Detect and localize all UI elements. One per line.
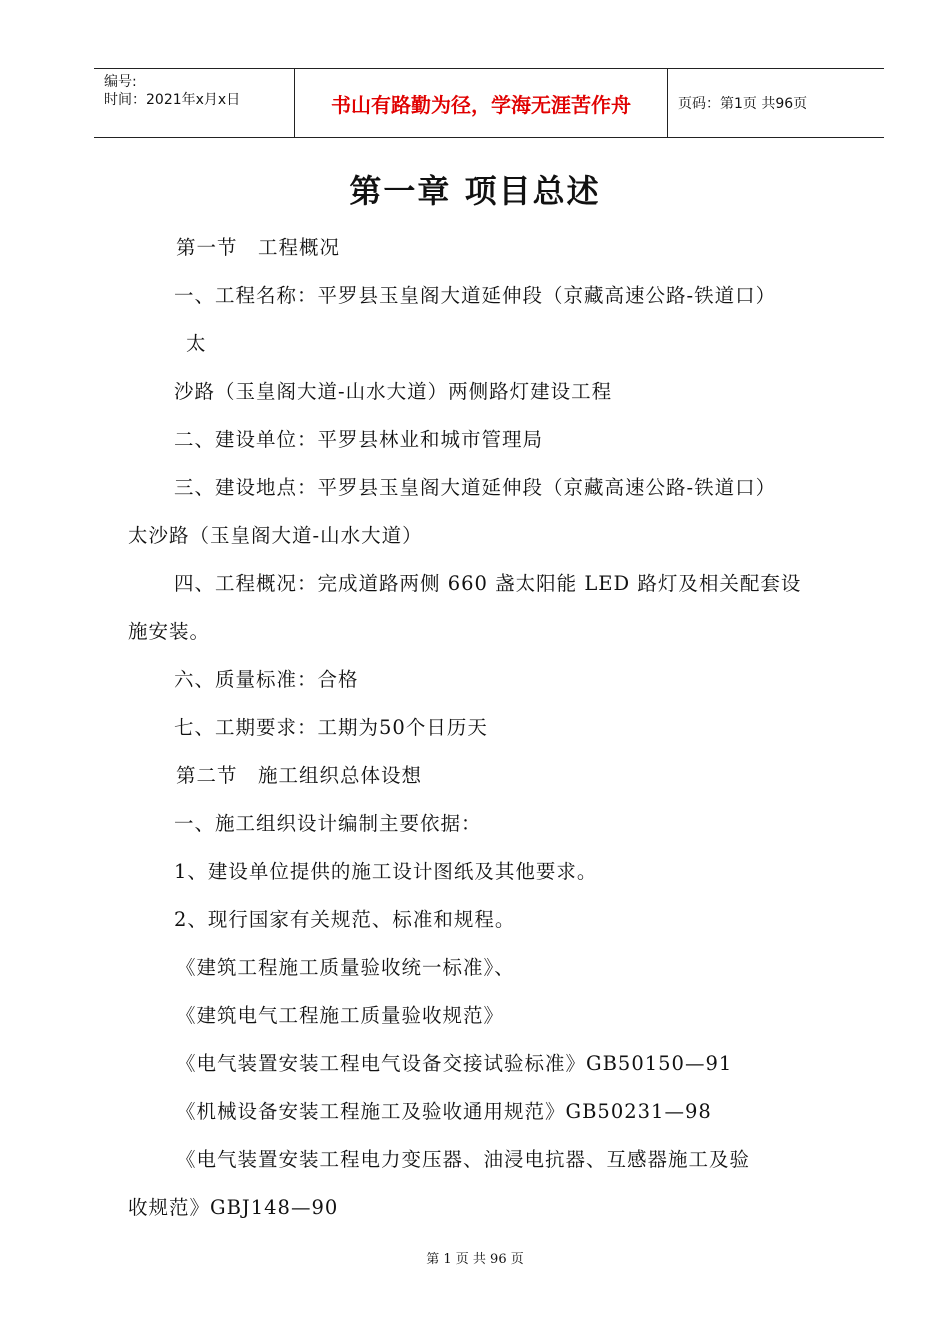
paragraph-line: 《建筑工程施工质量验收统一标准》、 [176, 956, 515, 979]
header-table [94, 68, 884, 138]
paragraph-line: 《机械设备安装工程施工及验收通用规范》GB50231—98 [176, 1100, 712, 1123]
paragraph-line: 三、建设地点：平罗县玉皇阁大道延伸段（京藏高速公路-铁道口） [174, 476, 777, 499]
paragraph-line: 《建筑电气工程施工质量验收规范》 [176, 1004, 505, 1027]
time-label: 时间：2021年x月x日 [104, 92, 241, 108]
paragraph-line: 收规范》GBJ148—90 [128, 1196, 339, 1219]
number-label: 编号: [104, 74, 137, 90]
paragraph-line: 《电气装置安装工程电气设备交接试验标准》GB50150—91 [176, 1052, 733, 1075]
page-info: 页码：第1页 共96页 [678, 96, 808, 112]
chapter-title: 第一章 项目总述 [349, 172, 601, 210]
paragraph-line: 一、工程名称：平罗县玉皇阁大道延伸段（京藏高速公路-铁道口） [174, 284, 777, 307]
motto: 书山有路勤为径，学海无涯苦作舟 [295, 69, 668, 137]
paragraph-line: 2、现行国家有关规范、标准和规程。 [174, 908, 516, 931]
paragraph-line: 太 [186, 332, 207, 355]
header-left-cell [94, 69, 295, 137]
paragraph-line: 施安装。 [128, 620, 211, 643]
paragraph-line: 四、工程概况：完成道路两侧 660 盏太阳能 LED 路灯及相关配套设 [174, 572, 802, 595]
paragraph-line: 《电气装置安装工程电力变压器、油浸电抗器、互感器施工及验 [176, 1148, 751, 1171]
paragraph-line: 七、工期要求：工期为50个日历天 [174, 716, 488, 739]
page-footer: 第 1 页 共 96 页 [426, 1252, 524, 1267]
paragraph-line: 1、建设单位提供的施工设计图纸及其他要求。 [174, 860, 598, 883]
paragraph-line: 太沙路（玉皇阁大道-山水大道） [128, 524, 423, 547]
paragraph-line: 二、建设单位：平罗县林业和城市管理局 [174, 428, 544, 451]
paragraph-line: 沙路（玉皇阁大道-山水大道）两侧路灯建设工程 [174, 380, 613, 403]
section-heading: 第一节 工程概况 [176, 236, 341, 259]
paragraph-line: 六、质量标准：合格 [174, 668, 359, 691]
paragraph-line: 一、施工组织设计编制主要依据： [174, 812, 482, 835]
section-heading: 第二节 施工组织总体设想 [176, 764, 423, 787]
